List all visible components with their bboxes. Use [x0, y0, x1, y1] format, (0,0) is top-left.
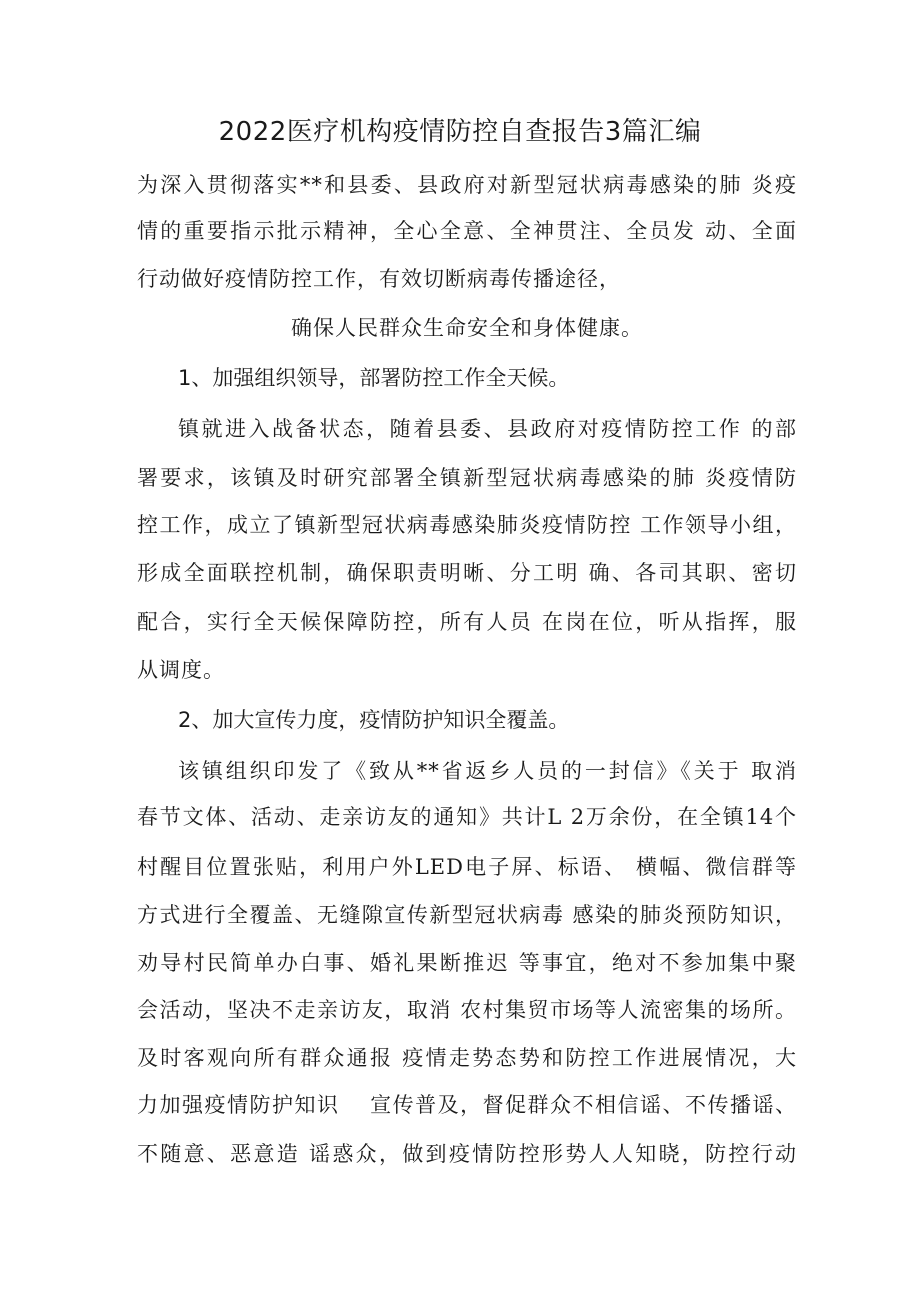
- intro-line: 行动做好疫情防控工作，有效切断病毒传播途径，: [137, 267, 621, 291]
- section1-line: 从调度。: [137, 658, 225, 682]
- intro-line: 情的重要指示批示精神，全心全意、全神贯注、全员发 动、全面: [137, 219, 797, 243]
- section2-line: 方式进行全覆盖、无缝隙宣传新型冠状病毒 感染的肺炎预防知识，: [137, 903, 797, 927]
- section2-heading: 2、加大宣传力度，疫情防护知识全覆盖。: [178, 708, 570, 732]
- section1-line: 控工作，成立了镇新型冠状病毒感染肺炎疫情防控 工作领导小组，: [137, 513, 797, 537]
- section2-line: 不随意、恶意造 谣惑众，做到疫情防控形势人人知晓，防控行动: [137, 1142, 797, 1166]
- section1-line: 署要求，该镇及时研究部署全镇新型冠状病毒感染的肺 炎疫情防: [137, 466, 797, 490]
- section2-line: 春节文体、活动、走亲访友的通知》共计L 2万余份，在全镇14个: [137, 805, 797, 829]
- intro-line: 为深入贯彻落实**和县委、县政府对新型冠状病毒感染的肺 炎疫: [137, 173, 797, 197]
- section2-line: 劝导村民简单办白事、婚礼果断推迟 等事宜，绝对不参加集中聚: [137, 951, 797, 975]
- section1-line: 形成全面联控机制，确保职责明晰、分工明 确、各司其职、密切: [137, 561, 797, 585]
- section2-line: 及时客观向所有群众通报 疫情走势态势和防控工作进展情况，大: [137, 1046, 797, 1070]
- section1-line: 配合，实行全天候保障防控，所有人员 在岗在位，听从指挥，服: [137, 610, 797, 634]
- section1-line: 镇就进入战备状态，随着县委、县政府对疫情防控工作 的部: [178, 417, 797, 441]
- section2-line: 力加强疫情防护知识 宣传普及，督促群众不相信谣、不传播谣、: [137, 1093, 797, 1117]
- document-title: 2022医疗机构疫情防控自查报告3篇汇编: [218, 117, 702, 147]
- section2-line: 会活动，坚决不走亲访友，取消 农村集贸市场等人流密集的场所。: [137, 998, 797, 1022]
- section2-line: 该镇组织印发了《致从**省返乡人员的一封信》《关于 取消: [178, 759, 797, 783]
- intro-centered-line: 确保人民群众生命安全和身体健康。: [291, 316, 643, 340]
- section1-heading: 1、加强组织领导，部署防控工作全天候。: [178, 366, 570, 390]
- section2-line: 村醒目位置张贴，利用户外LED电子屏、标语、 横幅、微信群等: [137, 855, 797, 879]
